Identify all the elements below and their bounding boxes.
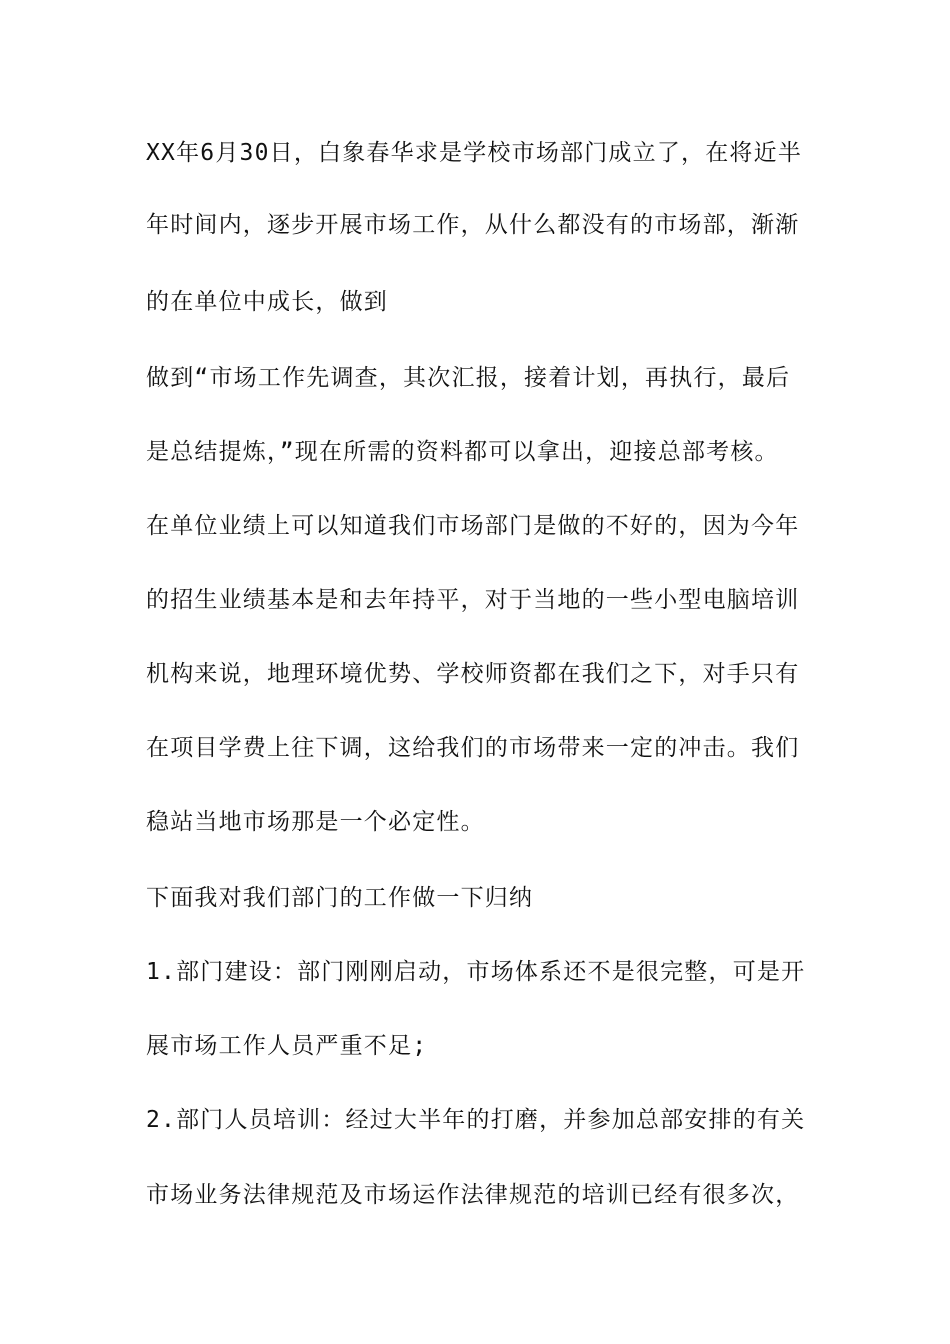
paragraph-line: 机构来说，地理环境优势、学校师资都在我们之下，对手只有 (146, 661, 800, 687)
paragraph-line: 的在单位中成长，做到 (146, 289, 388, 315)
paragraph-line: 在项目学费上往下调，这给我们的市场带来一定的冲击。我们 (146, 735, 800, 761)
paragraph-line: 稳站当地市场那是一个必定性。 (146, 809, 485, 835)
paragraph-line: 在单位业绩上可以知道我们市场部门是做的不好的，因为今年 (146, 513, 800, 539)
paragraph-line: 年时间内，逐步开展市场工作，从什么都没有的市场部，渐渐 (146, 212, 800, 238)
paragraph-line: 是总结提炼，”现在所需的资料都可以拿出，迎接总部考核。 (146, 439, 779, 465)
paragraph-line: 的招生业绩基本是和去年持平，对于当地的一些小型电脑培训 (146, 587, 800, 613)
paragraph-line: 下面我对我们部门的工作做一下归纳 (146, 885, 534, 911)
list-item-line: 展市场工作人员严重不足; (146, 1033, 428, 1059)
list-item-line: 市场业务法律规范及市场运作法律规范的培训已经有很多次， (146, 1182, 800, 1208)
list-item-line: 1.部门建设：部门刚刚启动，市场体系还不是很完整，可是开 (146, 959, 806, 985)
paragraph-line: XX年6月30日，白象春华求是学校市场部门成立了，在将近半 (146, 140, 803, 166)
paragraph-line: 做到“市场工作先调查，其次汇报，接着计划，再执行，最后 (146, 365, 791, 391)
list-item-line: 2.部门人员培训：经过大半年的打磨，并参加总部安排的有关 (146, 1107, 806, 1133)
